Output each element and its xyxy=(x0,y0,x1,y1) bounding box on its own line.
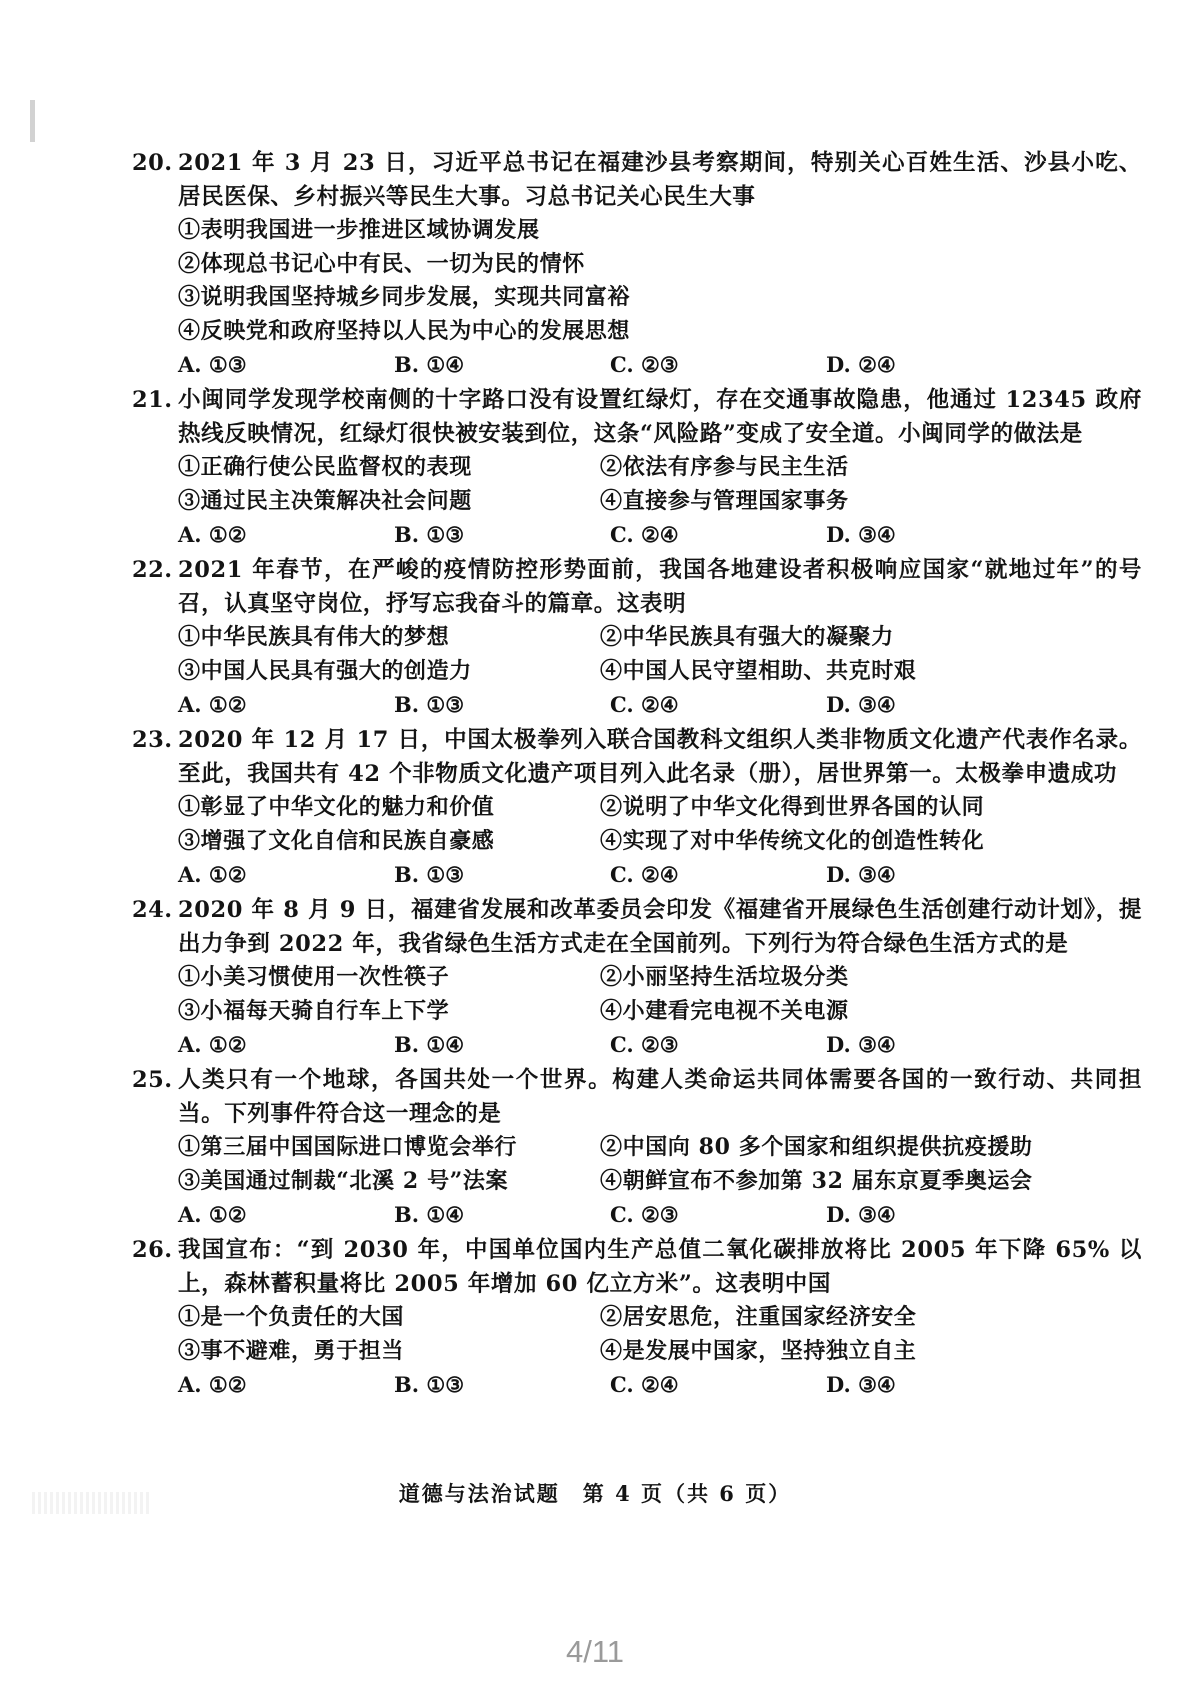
question-text: 我国宣布：“到 2030 年，中国单位国内生产总值二氧化碳排放将比 2005 年下降 65% 以上，森林蓄积量将比 2005 年增加 60 亿立方米”。这表明中国 xyxy=(178,1237,1142,1297)
answer-option: A. ①③ xyxy=(178,352,247,377)
statement-row xyxy=(178,248,1142,282)
statement: ③事不避难，勇于担当 xyxy=(178,1337,405,1364)
answer-option: B. ①③ xyxy=(394,522,465,547)
answer-option: B. ①④ xyxy=(394,1202,465,1227)
question-number: 24. xyxy=(132,897,173,923)
statement-row xyxy=(178,1301,1142,1335)
statement: ②说明了中华文化得到世界各国的认同 xyxy=(600,794,985,820)
statement: ②中华民族具有强大的凝聚力 xyxy=(600,624,894,650)
page-footer: 道德与法治试题 第 4 页（共 6 页） xyxy=(398,1481,792,1506)
statement: ③中国人民具有强大的创造力 xyxy=(178,657,472,684)
statement: ①正确行使公民监督权的表现 xyxy=(178,454,472,480)
statement-list xyxy=(178,1131,1142,1198)
answer-option: B. ①③ xyxy=(394,862,465,887)
statement: ②小丽坚持生活垃圾分类 xyxy=(600,964,849,990)
statement: ①彰显了中华文化的魅力和价值 xyxy=(178,794,495,820)
question-block xyxy=(132,723,1142,891)
statement-list xyxy=(178,1301,1142,1368)
question-stem xyxy=(132,1063,1142,1131)
statement: ②中国向 80 多个国家和组织提供抗疫援助 xyxy=(600,1134,1033,1160)
statement-row xyxy=(178,621,1142,655)
question-text: 小闽同学发现学校南侧的十字路口没有设置红绿灯，存在交通事故隐患，他通过 12345 政府热线反映情况，红绿灯很快被安装到位，这条“风险路”变成了安全道。小闽同学的做法是 xyxy=(178,387,1142,447)
answer-options xyxy=(178,1028,1142,1061)
statement: ③通过民主决策解决社会问题 xyxy=(178,487,472,514)
question-stem xyxy=(132,383,1142,451)
answer-option: C. ②④ xyxy=(610,1372,679,1397)
statement-row xyxy=(178,825,1142,859)
answer-options xyxy=(178,1198,1142,1231)
answer-options xyxy=(178,858,1142,891)
answer-option: B. ①④ xyxy=(394,1032,465,1057)
question-text: 2020 年 8 月 9 日，福建省发展和改革委员会印发《福建省开展绿色生活创建行动计划》，提出力争到 2022 年，我省绿色生活方式走在全国前列。下列行为符合绿色生活方式的是 xyxy=(178,897,1142,957)
answer-options xyxy=(178,688,1142,721)
answer-option: C. ②③ xyxy=(610,1032,679,1057)
answer-option: D. ③④ xyxy=(826,692,896,717)
statement-row xyxy=(178,961,1142,995)
statement: ④小建看完电视不关电源 xyxy=(600,997,849,1024)
statement-row xyxy=(178,315,1142,349)
statement: ①第三届中国国际进口博览会举行 xyxy=(178,1134,518,1160)
question-block xyxy=(132,893,1142,1061)
answer-option: A. ①② xyxy=(178,1032,247,1057)
question-number: 20. xyxy=(132,150,173,176)
statement: ④直接参与管理国家事务 xyxy=(600,487,849,514)
question-text: 2021 年 3 月 23 日，习近平总书记在福建沙县考察期间，特别关心百姓生活、沙县小吃、居民医保、乡村振兴等民生大事。习总书记关心民生大事 xyxy=(178,150,1142,210)
answer-option: B. ①④ xyxy=(394,352,465,377)
answer-option: C. ②③ xyxy=(610,1202,679,1227)
page-indicator[interactable]: 4/11 xyxy=(565,1634,625,1669)
answer-option: C. ②④ xyxy=(610,862,679,887)
statement-row xyxy=(178,1131,1142,1165)
scan-edge-mark xyxy=(30,100,35,142)
answer-option: D. ②④ xyxy=(826,352,896,377)
statement-list xyxy=(178,961,1142,1028)
statement: ①小美习惯使用一次性筷子 xyxy=(178,964,450,990)
statement-list xyxy=(178,621,1142,688)
statement: ③说明我国坚持城乡同步发展，实现共同富裕 xyxy=(178,284,631,310)
question-stem xyxy=(132,1233,1142,1301)
question-number: 21. xyxy=(132,387,173,413)
question-number: 22. xyxy=(132,557,173,583)
statement: ②体现总书记心中有民、一切为民的情怀 xyxy=(178,250,585,277)
question-block xyxy=(132,1063,1142,1231)
statement-row xyxy=(178,791,1142,825)
answer-option: A. ①② xyxy=(178,692,247,717)
statement-row xyxy=(178,655,1142,689)
statement-row xyxy=(178,995,1142,1029)
question-block xyxy=(132,146,1142,381)
answer-option: A. ①② xyxy=(178,522,247,547)
answer-option: D. ③④ xyxy=(826,522,896,547)
question-block xyxy=(132,1233,1142,1401)
statement: ④反映党和政府坚持以人民为中心的发展思想 xyxy=(178,317,631,344)
question-block xyxy=(132,383,1142,551)
statement: ②居安思危，注重国家经济安全 xyxy=(600,1304,917,1330)
question-stem xyxy=(132,893,1142,961)
answer-option: D. ③④ xyxy=(826,1202,896,1227)
answer-option: A. ①② xyxy=(178,1202,247,1227)
question-stem xyxy=(132,553,1142,621)
statement-list xyxy=(178,791,1142,858)
answer-options xyxy=(178,1368,1142,1401)
question-number: 23. xyxy=(132,727,173,753)
answer-options xyxy=(178,348,1142,381)
statement: ④是发展中国家，坚持独立自主 xyxy=(600,1337,917,1364)
question-text: 人类只有一个地球，各国共处一个世界。构建人类命运共同体需要各国的一致行动、共同担当。下列事件符合这一理念的是 xyxy=(178,1067,1142,1127)
question-stem xyxy=(132,146,1142,214)
statement-row xyxy=(178,1165,1142,1199)
answer-option: A. ①② xyxy=(178,1372,247,1397)
answer-option: C. ②④ xyxy=(610,692,679,717)
statement-row xyxy=(178,1335,1142,1369)
statement-row xyxy=(178,281,1142,315)
answer-option: B. ①③ xyxy=(394,1372,465,1397)
statement: ③增强了文化自信和民族自豪感 xyxy=(178,827,495,854)
statement-row xyxy=(178,451,1142,485)
statement-row xyxy=(178,214,1142,248)
statement: ①中华民族具有伟大的梦想 xyxy=(178,624,450,650)
answer-option: C. ②④ xyxy=(610,522,679,547)
question-list xyxy=(132,146,1142,1403)
answer-option: D. ③④ xyxy=(826,1032,896,1057)
question-text: 2021 年春节，在严峻的疫情防控形势面前，我国各地建设者积极响应国家“就地过年”的号召，认真坚守岗位，抒写忘我奋斗的篇章。这表明 xyxy=(178,557,1142,617)
question-stem xyxy=(132,723,1142,791)
statement-list xyxy=(178,451,1142,518)
statement: ①是一个负责任的大国 xyxy=(178,1304,405,1330)
answer-option: B. ①③ xyxy=(394,692,465,717)
statement: ④实现了对中华传统文化的创造性转化 xyxy=(600,827,985,854)
answer-options xyxy=(178,518,1142,551)
statement: ③美国通过制裁“北溪 2 号”法案 xyxy=(178,1167,509,1194)
answer-option: D. ③④ xyxy=(826,862,896,887)
question-text: 2020 年 12 月 17 日，中国太极拳列入联合国教科文组织人类非物质文化遗产代表作名录。至此，我国共有 42 个非物质文化遗产项目列入此名录（册），居世界第一。太极拳申遗成功 xyxy=(178,727,1142,787)
answer-option: A. ①② xyxy=(178,862,247,887)
statement: ③小福每天骑自行车上下学 xyxy=(178,997,450,1024)
statement: ④朝鲜宣布不参加第 32 届东京夏季奥运会 xyxy=(600,1167,1033,1194)
answer-option: C. ②③ xyxy=(610,352,679,377)
question-number: 26. xyxy=(132,1237,173,1263)
statement: ①表明我国进一步推进区域协调发展 xyxy=(178,217,540,243)
statement-row xyxy=(178,485,1142,519)
question-block xyxy=(132,553,1142,721)
answer-option: D. ③④ xyxy=(826,1372,896,1397)
statement: ②依法有序参与民主生活 xyxy=(600,454,849,480)
question-number: 25. xyxy=(132,1067,173,1093)
statement-list xyxy=(178,214,1142,348)
statement: ④中国人民守望相助、共克时艰 xyxy=(600,657,917,684)
